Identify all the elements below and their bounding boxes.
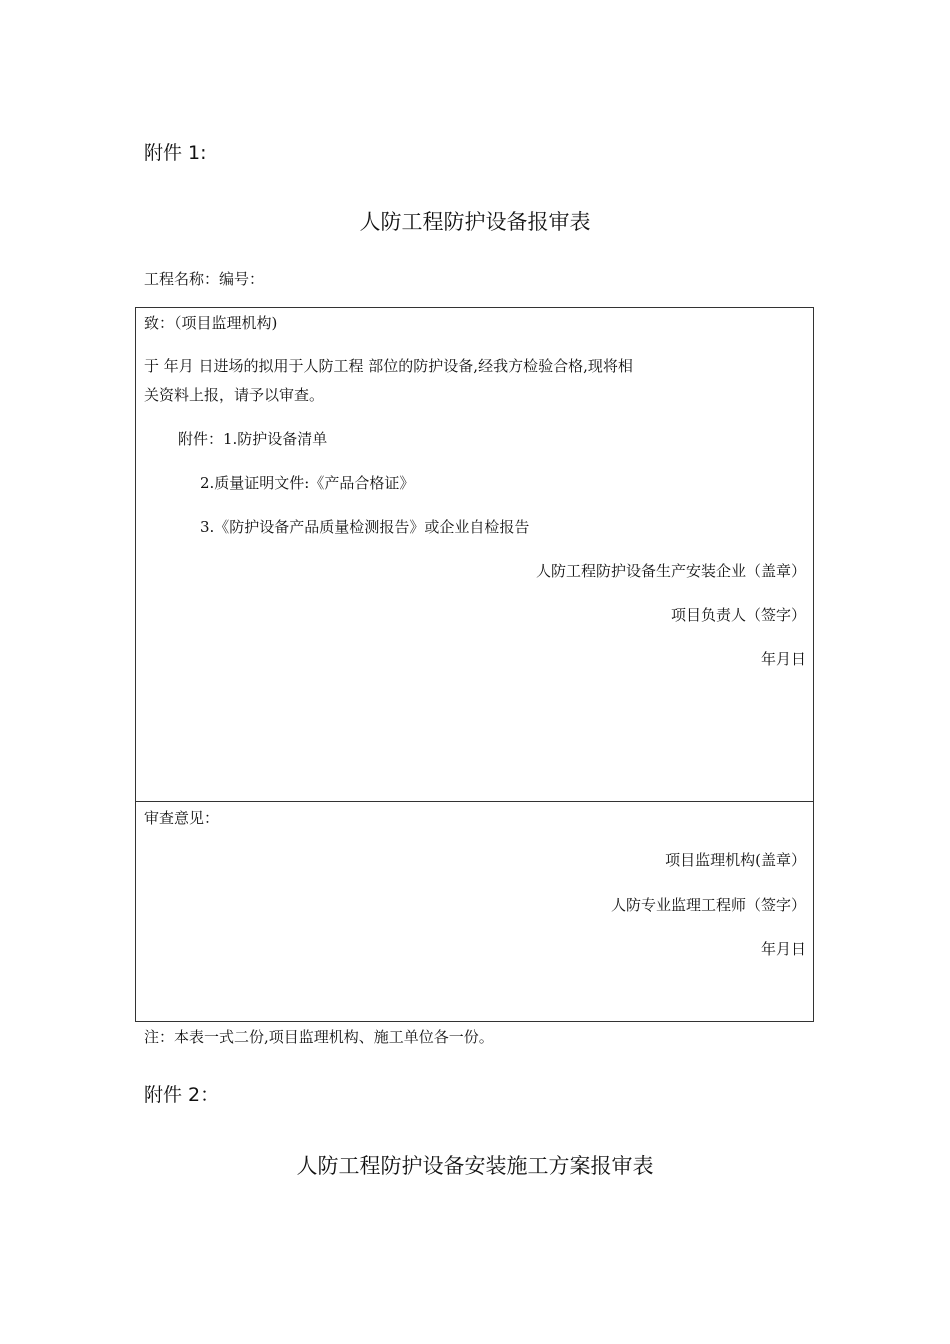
date-line-2: 年月日 [760,940,806,958]
attachment-1-label: 附件 1: [144,142,207,164]
review-opinion-heading: 审查意见： [144,809,220,827]
body-text-line-1: 于 年月 日进场的拟用于人防工程 部位的防护设备,经我方检验合格,现将相 [144,357,633,375]
form-2-title: 人防工程防护设备安装施工方案报审表 [296,1154,654,1178]
to-line: 致：（项目监理机构) [144,314,278,332]
body-text-line-2: 关资料上报，请予以审查。 [144,386,325,404]
project-lead-signature-line: 项目负责人（签字） [670,606,806,624]
attachment-2-label: 附件 2： [144,1084,220,1106]
attachment-item-1: 附件：1.防护设备清单 [178,430,328,448]
attachment-item-2: 2.质量证明文件:《产品合格证》 [200,474,415,492]
submission-box [135,307,814,802]
enterprise-seal-line: 人防工程防护设备生产安装企业（盖章） [535,562,806,580]
form-note: 注：本表一式二份,项目监理机构、施工单位各一份。 [144,1028,494,1046]
form-1-title: 人防工程防护设备报审表 [359,210,591,234]
engineer-signature-line: 人防专业监理工程师（签字） [610,896,806,914]
supervision-seal-line: 项目监理机构(盖章） [665,851,806,869]
attachment-item-3: 3.《防护设备产品质量检测报告》或企业自检报告 [200,518,530,536]
project-name-line: 工程名称：编号： [144,270,265,288]
date-line-1: 年月日 [760,650,806,668]
